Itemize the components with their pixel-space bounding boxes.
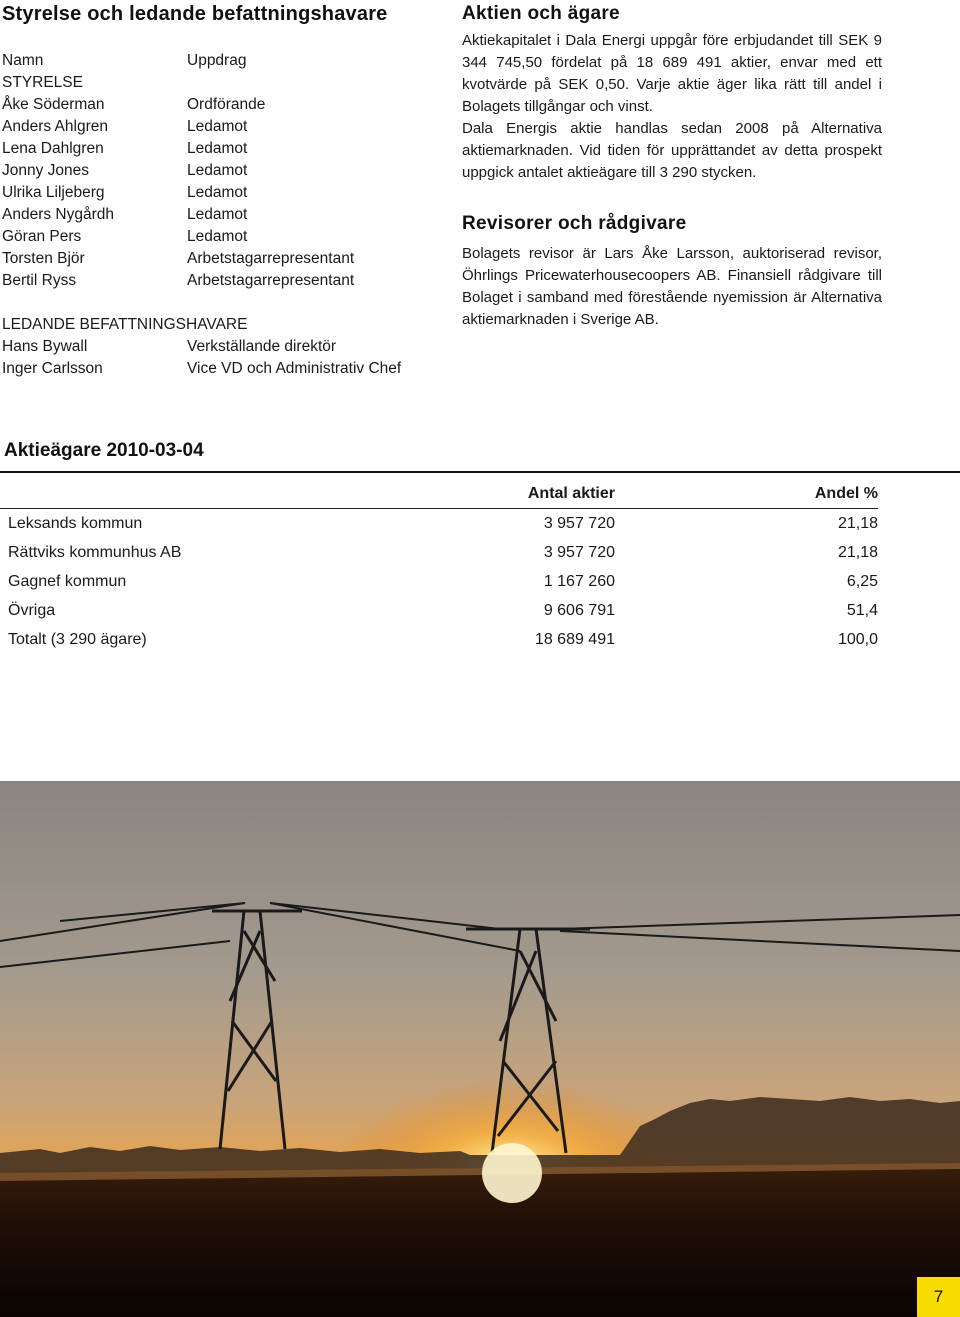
person-name: Hans Bywall — [2, 338, 88, 355]
person-name: Inger Carlsson — [2, 360, 103, 377]
person-name: Lena Dahlgren — [2, 140, 104, 157]
board-header-row — [2, 50, 432, 72]
share-count: 1 167 260 — [543, 572, 615, 590]
person-row — [2, 358, 432, 380]
shares-paragraph: Aktiekapitalet i Dala Energi uppgår före erbjudandet till SEK 9 344 745,50 fördelat på 18 689 491 aktier, envar med ett kvotvärde på SEK 0,50. Varje aktie äger lika rätt till andel i Bolagets tillgångar och vinst. — [462, 32, 882, 115]
page-number-badge: 7 — [917, 1277, 960, 1317]
auditors-text — [462, 243, 882, 331]
person-row — [2, 94, 432, 116]
page-title: Styrelse och ledande befattningshavare — [2, 3, 388, 25]
table-row — [0, 596, 878, 625]
col-name-label: Namn — [2, 52, 44, 69]
person-name: Ulrika Liljeberg — [2, 184, 105, 201]
person-role: Verkställande direktör — [187, 338, 337, 355]
ownership-percent: 100,0 — [837, 630, 878, 648]
person-name: Göran Pers — [2, 228, 82, 245]
person-role: Vice VD och Administrativ Chef — [187, 360, 402, 377]
owners-table-header — [0, 479, 878, 509]
owners-table — [0, 479, 878, 654]
col-shares-header: Antal aktier — [400, 479, 615, 509]
person-role: Ledamot — [187, 118, 248, 135]
person-role: Ledamot — [187, 162, 248, 179]
col-role-label: Uppdrag — [187, 52, 247, 69]
person-role: Ledamot — [187, 184, 248, 201]
person-role: Ledamot — [187, 140, 248, 157]
person-role: Ordförande — [187, 96, 266, 113]
ownership-percent: 21,18 — [837, 543, 878, 561]
person-name: Torsten Björ — [2, 250, 85, 267]
table-top-rule — [0, 471, 960, 473]
ownership-percent: 6,25 — [846, 572, 878, 590]
person-role: Ledamot — [187, 228, 248, 245]
table-row — [0, 625, 878, 654]
auditors-heading: Revisorer och rådgivare — [462, 213, 687, 234]
ownership-percent: 21,18 — [837, 514, 878, 532]
person-name: Åke Söderman — [2, 96, 105, 113]
col-pct-header: Andel % — [615, 479, 878, 509]
board-section-heading: STYRELSE — [2, 74, 83, 91]
spacer — [2, 292, 432, 314]
person-row — [2, 116, 432, 138]
owners-table-title: Aktieägare 2010-03-04 — [4, 440, 204, 461]
owner-name: Övriga — [8, 601, 56, 619]
shares-text — [462, 30, 882, 184]
share-count: 3 957 720 — [543, 514, 615, 532]
shares-heading: Aktien och ägare — [462, 3, 620, 24]
table-row — [0, 567, 878, 596]
ownership-percent: 51,4 — [846, 601, 878, 619]
person-name: Anders Nygårdh — [2, 206, 115, 223]
person-row — [2, 270, 432, 292]
table-row — [0, 509, 878, 539]
person-name: Bertil Ryss — [2, 272, 77, 289]
owner-name: Totalt (3 290 ägare) — [8, 630, 147, 648]
person-row — [2, 182, 432, 204]
person-name: Jonny Jones — [2, 162, 90, 179]
person-name: Anders Ahlgren — [2, 118, 108, 135]
shares-paragraph: Dala Energis aktie handlas sedan 2008 på Alternativa aktiemarknaden. Vid tiden för upprättandet av detta prospekt uppgick antalet aktieägare till 3 290 stycken. — [462, 120, 882, 181]
person-row — [2, 204, 432, 226]
person-row — [2, 336, 432, 358]
person-row — [2, 138, 432, 160]
person-role: Ledamot — [187, 206, 248, 223]
board-list — [2, 50, 432, 380]
auditors-paragraph: Bolagets revisor är Lars Åke Larsson, auktoriserad revisor, Öhrlings Pricewaterhousecoopers AB. Finansiell rådgivare till Bolaget i samband med förestående nyemission är Alternativa aktiemarknaden i Sverige AB. — [462, 245, 882, 328]
person-row — [2, 248, 432, 270]
share-count: 3 957 720 — [543, 543, 615, 561]
share-count: 18 689 491 — [534, 630, 615, 648]
person-row — [2, 160, 432, 182]
owner-name: Leksands kommun — [8, 514, 143, 532]
table-row — [0, 538, 878, 567]
owner-name: Gagnef kommun — [8, 572, 127, 590]
exec-section-heading: LEDANDE BEFATTNINGSHAVARE — [2, 316, 248, 333]
person-role: Arbetstagarrepresentant — [187, 250, 355, 267]
person-row — [2, 226, 432, 248]
sunset-pylons-photo — [0, 781, 960, 1317]
owner-name: Rättviks kommunhus AB — [8, 543, 182, 561]
share-count: 9 606 791 — [543, 601, 615, 619]
person-role: Arbetstagarrepresentant — [187, 272, 355, 289]
